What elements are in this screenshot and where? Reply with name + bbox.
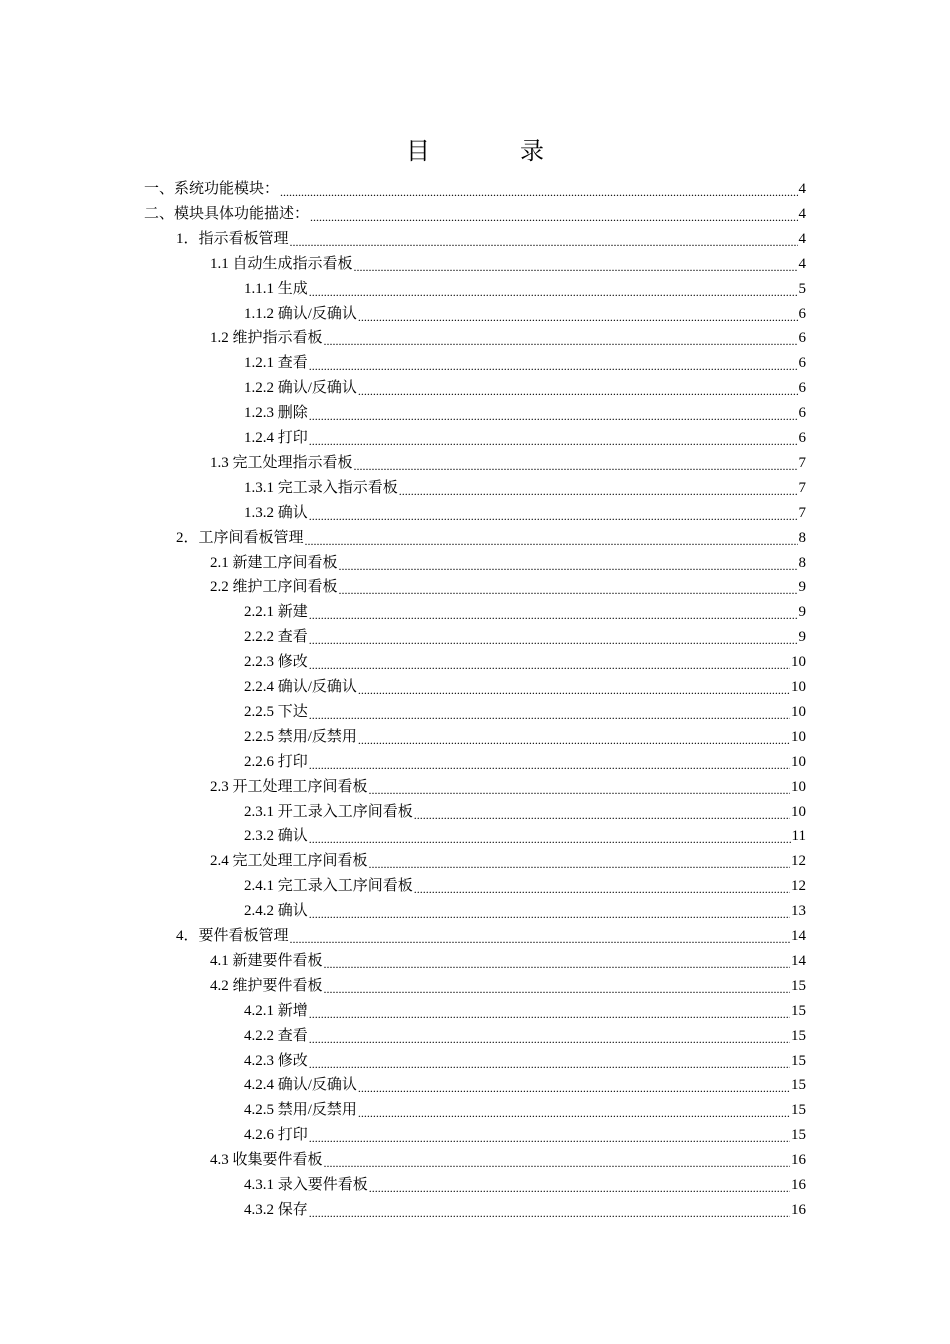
toc-entry-page-number: 10 xyxy=(791,753,806,770)
toc-dot-leader xyxy=(309,1202,790,1220)
toc-dot-leader xyxy=(354,455,798,473)
toc-entry[interactable] xyxy=(176,922,806,946)
toc-entry-label: 2.2.5 禁用/反禁用 xyxy=(244,728,357,745)
toc-entry-page-number: 9 xyxy=(798,629,806,646)
toc-dot-leader xyxy=(309,754,790,772)
toc-entry-page-number: 10 xyxy=(791,654,806,671)
toc-entry-label: 二、模块具体功能描述： xyxy=(144,205,310,222)
toc-dot-leader xyxy=(309,654,790,672)
toc-entry-label: 2.3.1 开工录入工序间看板 xyxy=(244,803,413,820)
toc-entry-page-number: 16 xyxy=(791,1201,806,1218)
toc-title: 目 录 xyxy=(406,139,586,165)
toc-dot-leader xyxy=(309,604,798,622)
toc-entry-page-number: 6 xyxy=(798,380,806,397)
toc-dot-leader xyxy=(358,679,790,697)
toc-entry[interactable] xyxy=(144,175,806,199)
toc-dot-leader xyxy=(309,405,798,423)
toc-dot-leader xyxy=(369,1177,790,1195)
toc-dot-leader xyxy=(324,1152,790,1170)
toc-entry-page-number: 15 xyxy=(791,1102,806,1119)
toc-entry-page-number: 15 xyxy=(791,1002,806,1019)
toc-entry-label: 1.2.1 查看 xyxy=(244,355,308,372)
toc-dot-leader xyxy=(309,1127,790,1145)
toc-entry-page-number: 14 xyxy=(791,952,806,969)
toc-entry-page-number: 6 xyxy=(798,330,806,347)
toc-dot-leader xyxy=(414,804,790,822)
toc-entry-page-number: 6 xyxy=(798,305,806,322)
toc-dot-leader xyxy=(309,281,798,299)
toc-entry[interactable] xyxy=(244,997,806,1021)
toc-entry[interactable] xyxy=(244,723,806,747)
toc-entry-page-number: 15 xyxy=(791,1077,806,1094)
toc-entry[interactable] xyxy=(244,424,806,448)
toc-entry-page-number: 15 xyxy=(791,977,806,994)
toc-dot-leader xyxy=(324,978,790,996)
toc-entry-label: 4.2.5 禁用/反禁用 xyxy=(244,1102,357,1119)
toc-entry-label: 4.2.1 新增 xyxy=(244,1002,308,1019)
toc-entry-label: 2.3 开工处理工序间看板 xyxy=(210,778,368,795)
toc-dot-leader xyxy=(339,579,798,597)
toc-entry[interactable] xyxy=(244,798,806,822)
toc-entry-label: 1.1 自动生成指示看板 xyxy=(210,255,353,272)
toc-entry-label: 4.2.4 确认/反确认 xyxy=(244,1077,357,1094)
toc-entry-page-number: 10 xyxy=(791,703,806,720)
toc-entry-page-number: 10 xyxy=(791,803,806,820)
toc-entry-page-number: 12 xyxy=(791,853,806,870)
toc-dot-leader xyxy=(309,629,798,647)
toc-entry-label: 2.4.2 确认 xyxy=(244,903,308,920)
toc-dot-leader xyxy=(309,430,798,448)
toc-dot-leader xyxy=(309,1053,790,1071)
toc-entry[interactable] xyxy=(176,524,806,548)
toc-entry-label: 2．工序间看板管理 xyxy=(176,529,304,546)
toc-entry-label: 4.3 收集要件看板 xyxy=(210,1152,323,1169)
toc-dot-leader xyxy=(358,306,798,324)
toc-dot-leader xyxy=(369,853,790,871)
toc-entry-label: 4.3.1 录入要件看板 xyxy=(244,1177,368,1193)
toc-entry-page-number: 8 xyxy=(798,554,806,571)
toc-dot-leader xyxy=(310,206,797,224)
toc-entry-label: 4.1 新建要件看板 xyxy=(210,952,323,969)
toc-entry[interactable] xyxy=(244,623,806,647)
toc-entry[interactable] xyxy=(244,648,806,672)
toc-entry[interactable] xyxy=(244,698,806,722)
toc-dot-leader xyxy=(414,878,790,896)
toc-entry[interactable] xyxy=(244,300,806,324)
toc-entry-label: 1.1.1 生成 xyxy=(244,280,308,297)
toc-entry-label: 一、系统功能模块： xyxy=(144,181,280,197)
toc-entry-label: 2.2.3 修改 xyxy=(244,654,308,671)
toc-entry-label: 4.2.3 修改 xyxy=(244,1052,308,1069)
toc-dot-leader xyxy=(324,330,798,348)
toc-entry-label: 1.3 完工处理指示看板 xyxy=(210,454,353,471)
toc-entry-label: 2.3.2 确认 xyxy=(244,828,308,845)
toc-entry-page-number: 6 xyxy=(798,405,806,422)
toc-entry-label: 1.2.2 确认/反确认 xyxy=(244,380,357,397)
toc-dot-leader xyxy=(305,530,798,548)
toc-entry-label: 2.2 维护工序间看板 xyxy=(210,579,338,596)
toc-entry[interactable] xyxy=(210,972,806,996)
toc-entry[interactable] xyxy=(210,1146,806,1170)
toc-dot-leader xyxy=(309,505,798,523)
toc-entry-page-number: 11 xyxy=(791,828,806,845)
toc-dot-leader xyxy=(309,828,791,846)
toc-entry-label: 4.3.2 保存 xyxy=(244,1201,308,1218)
toc-dot-leader xyxy=(309,704,790,722)
toc-entry-label: 2.2.5 下达 xyxy=(244,703,308,720)
toc-entry[interactable] xyxy=(244,872,806,896)
toc-entry-label: 2.2.1 新建 xyxy=(244,604,308,621)
toc-entry-page-number: 6 xyxy=(798,430,806,446)
toc-entry[interactable] xyxy=(244,1121,806,1145)
toc-entry[interactable] xyxy=(210,847,806,871)
toc-entry-page-number: 4 xyxy=(798,181,806,197)
toc-entry-label: 1.1.2 确认/反确认 xyxy=(244,305,357,322)
toc-entry-page-number: 12 xyxy=(791,878,806,895)
toc-entry[interactable] xyxy=(244,349,806,373)
toc-entry[interactable] xyxy=(244,275,806,299)
toc-dot-leader xyxy=(399,480,798,498)
toc-entry-page-number: 7 xyxy=(798,479,806,496)
toc-entry-page-number: 7 xyxy=(798,454,806,471)
toc-dot-leader xyxy=(280,181,797,199)
toc-entry-label: 2.2.4 确认/反确认 xyxy=(244,679,357,695)
toc-entry[interactable] xyxy=(244,1022,806,1046)
toc-dot-leader xyxy=(358,729,790,747)
toc-entry-label: 1．指示看板管理 xyxy=(176,230,289,247)
toc-dot-leader xyxy=(358,380,798,398)
toc-entry-page-number: 6 xyxy=(798,355,806,372)
toc-entry[interactable] xyxy=(244,399,806,423)
toc-entry-page-number: 14 xyxy=(791,928,806,944)
toc-entry-label: 2.2.6 打印 xyxy=(244,753,308,770)
toc-entry[interactable] xyxy=(210,573,806,597)
toc-entry[interactable] xyxy=(244,474,806,498)
toc-entry[interactable] xyxy=(244,499,806,523)
toc-entry-label: 1.2.3 删除 xyxy=(244,405,308,422)
toc-dot-leader xyxy=(309,1028,790,1046)
toc-dot-leader xyxy=(290,928,790,946)
toc-entry-label: 1.2.4 打印 xyxy=(244,430,308,446)
toc-entry[interactable] xyxy=(244,374,806,398)
toc-entry-label: 2.1 新建工序间看板 xyxy=(210,554,338,571)
toc-entry-page-number: 4 xyxy=(798,205,806,222)
toc-entry-label: 4.2.2 查看 xyxy=(244,1027,308,1044)
toc-dot-leader xyxy=(309,903,790,921)
toc-entry-label: 2.4.1 完工录入工序间看板 xyxy=(244,878,413,895)
toc-entry-page-number: 16 xyxy=(791,1177,806,1193)
toc-entry-page-number: 13 xyxy=(791,903,806,920)
toc-dot-leader xyxy=(309,355,798,373)
toc-entry[interactable] xyxy=(244,1047,806,1071)
toc-entry[interactable] xyxy=(244,748,806,772)
toc-entry-page-number: 5 xyxy=(798,280,806,297)
toc-entry[interactable] xyxy=(244,598,806,622)
toc-entry-label: 1.2 维护指示看板 xyxy=(210,330,323,347)
toc-entry[interactable] xyxy=(244,897,806,921)
toc-entry-page-number: 9 xyxy=(798,604,806,621)
toc-entry-page-number: 10 xyxy=(791,778,806,795)
toc-entry-page-number: 7 xyxy=(798,504,806,521)
toc-entry[interactable] xyxy=(210,324,806,348)
toc-entry[interactable] xyxy=(210,947,806,971)
toc-entry-label: 4．要件看板管理 xyxy=(176,928,289,944)
toc-dot-leader xyxy=(339,555,798,573)
toc-entry-page-number: 4 xyxy=(798,230,806,247)
toc-entry-page-number: 10 xyxy=(791,679,806,695)
toc-entry-page-number: 4 xyxy=(798,255,806,272)
toc-entry[interactable] xyxy=(244,1096,806,1120)
toc-dot-leader xyxy=(358,1077,790,1095)
toc-entry-page-number: 16 xyxy=(791,1152,806,1169)
toc-entry[interactable] xyxy=(244,1196,806,1220)
toc-entry-page-number: 15 xyxy=(791,1027,806,1044)
toc-entry[interactable] xyxy=(244,822,806,846)
toc-entry[interactable] xyxy=(244,1071,806,1095)
toc-entry-label: 2.2.2 查看 xyxy=(244,629,308,646)
toc-entry-label: 1.3.2 确认 xyxy=(244,504,308,521)
toc-dot-leader xyxy=(309,1003,790,1021)
toc-dot-leader xyxy=(358,1102,790,1120)
toc-entry[interactable] xyxy=(210,773,806,797)
toc-entry[interactable] xyxy=(244,673,806,697)
toc-entry[interactable] xyxy=(244,1171,806,1195)
toc-dot-leader xyxy=(369,779,790,797)
toc-entry-page-number: 9 xyxy=(798,579,806,596)
toc-entry-label: 2.4 完工处理工序间看板 xyxy=(210,853,368,870)
toc-entry-page-number: 10 xyxy=(791,728,806,745)
toc-entry[interactable] xyxy=(176,225,806,249)
toc-dot-leader xyxy=(324,953,790,971)
toc-entry-page-number: 15 xyxy=(791,1127,806,1144)
toc-dot-leader xyxy=(290,231,798,249)
toc-dot-leader xyxy=(354,256,798,274)
toc-entry[interactable] xyxy=(210,549,806,573)
toc-entry-label: 4.2 维护要件看板 xyxy=(210,977,323,994)
toc-entry[interactable] xyxy=(210,449,806,473)
toc-entry-label: 1.3.1 完工录入指示看板 xyxy=(244,479,398,496)
toc-entry[interactable] xyxy=(210,250,806,274)
toc-entry-page-number: 15 xyxy=(791,1052,806,1069)
toc-entry-label: 4.2.6 打印 xyxy=(244,1127,308,1144)
toc-entry-page-number: 8 xyxy=(798,529,806,546)
toc-entry[interactable] xyxy=(144,200,806,224)
